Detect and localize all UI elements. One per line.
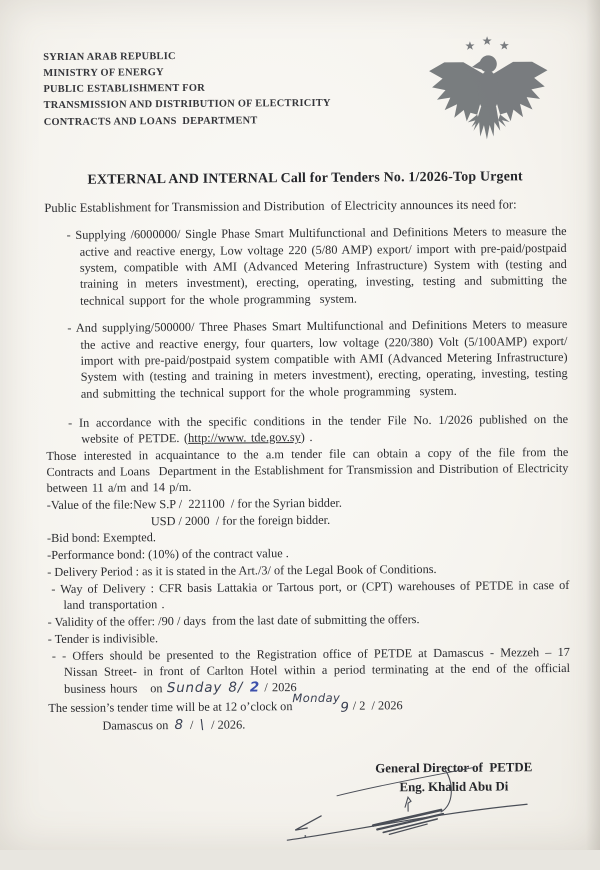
performance-bond-line: -Performance bond: (10%) of the contract value . [47,546,289,563]
way-of-delivery-line: - Way of Delivery : CFR basis Lattakia or Tartous port, or (CPT) warehouses of PETDE in case of land transportation . [51,578,574,613]
star-icon [482,36,491,45]
validity-line: - Validity of the offer: /90 / days from the last date of submitting the offers. [47,612,420,630]
indivisible-line: - Tender is indivisible. [47,631,159,647]
ministry-letterhead: SYRIAN ARAB REPUBLIC MINISTRY OF ENERGY PUBLIC ESTABLISHMENT FOR TRANSMISSION AND DISTRIBUTION OF ELECTRICITY CONTRACTS AND LOANS DEPARTMENT [43,51,331,128]
file-copy-paragraph: Those interested in acquaintance to the a.m tender file can obtain a copy of the file from the Contracts and Loans Department in the Establishment for Transmission and Distribution of Electricity between 11 a/m and 14 p/m. [46,444,573,495]
document-header [43,32,566,158]
damascus-year: / 2026. [204,717,246,733]
session-text: The session’s tender time will be at 12 o’clock on [48,699,293,715]
eagle-emblem-icon [425,32,552,155]
tender-item-conditions [67,411,573,448]
signatory-name: Eng. Khalid Abu Di [399,779,509,795]
star-icon [465,41,474,50]
offers-text: - - Offers should be presented to the Registration office of PETDE at Damascus - Mezzeh – 17 Nissan Street- in front of Carlton Hotel within a period terminating at the end of the official business hours on [51,645,575,697]
handwritten-day-8: 8 [174,717,184,734]
signatory-title: General Director of PETDE [375,760,533,776]
date-separator: / [183,718,200,733]
bid-bond-line: -Bid bond: Exempted. [46,530,156,546]
star-icon [500,41,509,50]
handwritten-day-9: 9 [340,699,350,716]
conditions-text: - In accordance with the specific conditions in the tender File No. 1/2026 published on the website of PETDE. ( [67,411,573,446]
intro-line: Public Establishment for Transmission and Distribution of Electricity announces its need for: [44,197,517,216]
tender-item-single-phase: - Supplying /6000000/ Single Phase Smart Multifunctional and Definitions Meters to measure the active and reactive energy, Low voltage 220 (5/80 AMP) export/ import with pre-paid/postpaid system, compatible with AMI (Advanced Metering Infrastructure) System with (testing and training in meters investment), erecting, operating, investing, testing and submitting the technical support for the whole programming system. [66,224,572,308]
handwritten-month-1: \ [199,717,206,734]
signature-block [337,758,571,799]
handwritten-monday: Monday [292,690,341,706]
handwritten-month-blue: 2 [243,679,261,696]
handwritten-sunday-date: Sunday 8/ [166,679,244,697]
tender-item-three-phase: - And supplying/500000/ Three Phases Smart Multifunctional and Definitions Meters to measure the active and reactive energy, four quarters, low voltage (220/380) Volt (5/100AMP) export/ import with pre-paid/postpaid system compatible with AMI (Advanced Metering Infrastructure) System with (testing and training in meters investment), erecting, operating, investing, testing and submitting the technical support for the whole programming system. [67,317,573,401]
conditions-text-end: ) . [300,430,313,445]
offers-year: / 2026 [259,680,297,695]
file-value-syrian: -Value of the file:New S.P / 221100 / for the Syrian bidder. [46,495,342,512]
file-value-foreign: USD / 2000 / for the foreign bidder. [150,512,331,528]
session-date-rest: / 2 / 2026 [352,698,403,713]
damascus-date-line [48,714,570,736]
document-content [43,32,575,801]
petde-website-url: http://www. tde.gov.sy [188,430,301,446]
delivery-period-line: - Delivery Period : as it is stated in the Art./3/ of the Legal Book of Conditions. [47,562,437,580]
tender-title: EXTERNAL AND INTERNAL Call for Tenders No. 1/2026-Top Urgent [87,169,523,188]
damascus-text: Damascus on [102,718,175,734]
